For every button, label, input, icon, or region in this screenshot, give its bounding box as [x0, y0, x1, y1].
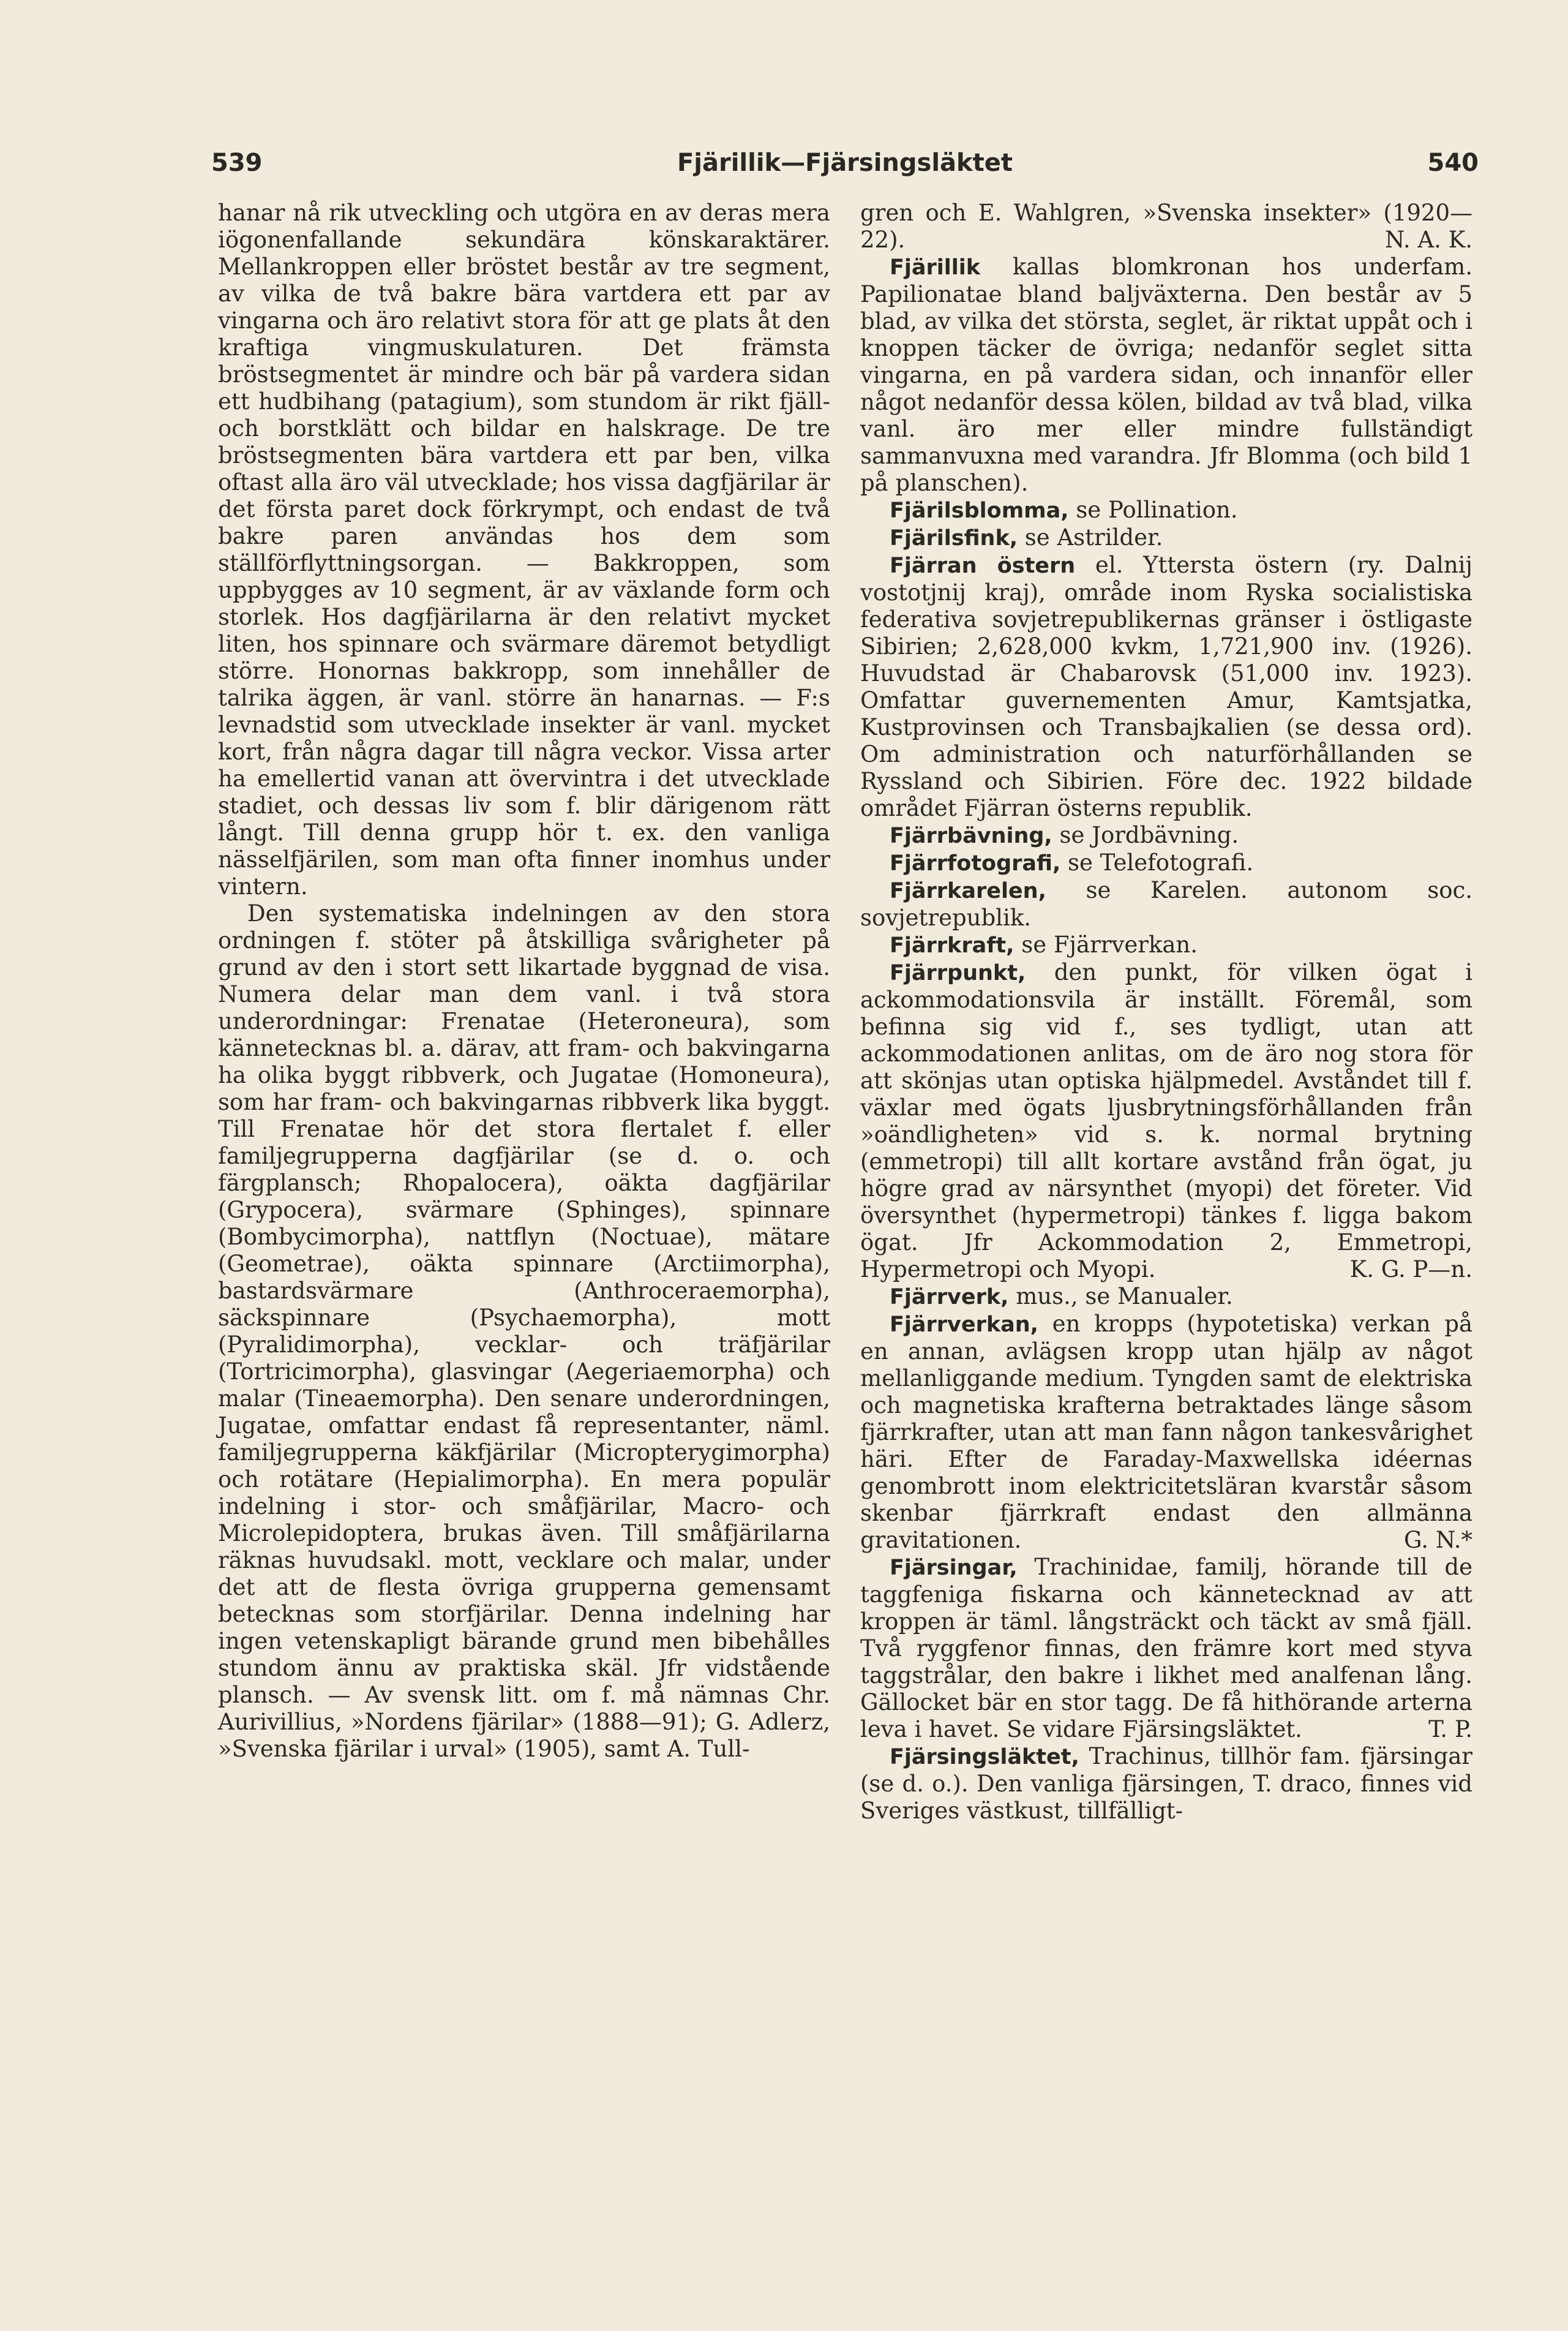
entry-fjarsingslaktet: [860, 1743, 1472, 1825]
entry-fjarrverkan: [860, 1311, 1472, 1554]
page-header: [211, 138, 1479, 181]
entry-headword: Fjärilsfink,: [890, 526, 1018, 551]
entry-fjarrpunkt: [860, 959, 1472, 1283]
entry-text: kallas blomkronan hos underfam. Papilionatae bland baljväxterna. Den består av 5 blad, av vilka det största, seglet, är riktat uppåt och i knoppen täcker de övriga; nedanför seglet sitta vingarna, en på vardera sidan, och innanför eller något nedanför dessa kölen, bildad av två blad, vilka vanl. äro mer eller mindre fullständigt sammanvuxna med varandra. Jfr Blomma (och bild 1 på planschen).: [860, 254, 1472, 496]
entry-headword: Fjärrkraft,: [890, 933, 1015, 958]
entry-text: se Fjärrverkan.: [1014, 932, 1198, 958]
entry-text: se Telefotografi.: [1060, 849, 1254, 876]
page-number-left: 539: [211, 149, 263, 177]
entry-fjarrfotografi: [860, 849, 1472, 877]
paragraph-systematics: Den systematiska indelningen av den stora ordningen f. stöter på åtskilliga svårigheter på grund av den i stort sett likartade byggnad de visa. Numera delar man dem vanl. i två stora underordningar: Frenatae (Heteroneura), som kännetecknas bl. a. därav, att fram- och bakvingarna ha olika byggt ribbverk, och Jugatae (Homoneura), som har fram- och bakvingarnas ribbverk lika byggt. Till Frenatae hör det stora flertalet f. eller familjegrupperna dagfjärilar (se d. o. och färgplansch; Rhopalocera), oäkta dagfjärilar (Grypocera), svärmare (Sphinges), spinnare (Bombycimorpha), nattflyn (Noctuae), mätare (Geometrae), oäkta spinnare (Arctiimorpha), bastardsvärmare (Anthroceraemorpha), säckspinnare (Psychaemorpha), mott (Pyralidimorpha), vecklar- och träfjärilar (Tortricimorpha), glasvingar (Aegeriaemorpha) och malar (Tineaemorpha). Den senare underordningen, Jugatae, omfattar endast få representanter, näml. familjegrupperna käkfjärilar (Micropterygimorpha) och rotätare (Hepialimorpha). En mera populär indelning i stor- och småfjärilar, Macro- och Microlepidoptera, brukas även. Till småfjärilarna räknas huvudsakl. mott, vecklare och malar, under det att de flesta övriga grupperna gemensamt betecknas som storfjärilar. Denna indelning har ingen vetenskapligt bärande grund men bibehålles stundom ännu av praktiska skäl. Jfr vidstående plansch. — Av svensk litt. om f. må nämnas Chr. Aurivillius, »Nordens fjärilar» (1888—91); G. Adlerz, »Svenska fjärilar i urval» (1905), samt A. Tull-: [218, 900, 830, 1762]
entry-text: se Pollination.: [1068, 497, 1238, 523]
page-number-right: 540: [1427, 149, 1479, 177]
author-signature: K. G. P—n.: [1349, 1256, 1472, 1282]
entry-text: se Astrilder.: [1018, 524, 1163, 551]
entry-headword: Fjärrfotografi,: [890, 851, 1061, 876]
author-signature: G. N.*: [1403, 1527, 1472, 1553]
entry-fjarilsblomma: [860, 497, 1472, 524]
entry-headword: Fjärillik: [890, 255, 981, 280]
entry-headword: Fjärran östern: [890, 554, 1076, 578]
entry-text: Trachinidae, familj, hörande till de taggfeniga fiskarna och kännetecknad av att kroppen är täml. långsträckt och täckt av små fjäll. Två ryggfenor finnas, den främre kort med styva taggstrålar, den bakre i likhet med analfenan lång. Gällocket bär en stor tagg. De få hithörande arterna leva i havet. Se vidare Fjärsingsläktet.: [860, 1554, 1472, 1742]
entry-text: den punkt, för vilken ögat i ackommodationsvila är inställt. Föremål, som befinna sig vid f., ses tydligt, utan att ackommodationen anlitas, om de äro nog stora för att skönjas utan optiska hjälpmedel. Avståndet till f. växlar med ögats ljusbrytningsförhållanden från »oändligheten» vid s. k. normal brytning (emmetropi) till allt kortare avstånd från ögat, ju högre grad av närsynthet (myopi) det företer. Vid översynthet (hypermetropi) tänkes f. ligga bakom ögat. Jfr Ackommodation 2, Emmetropi, Hypermetropi och Myopi.: [860, 959, 1472, 1282]
entry-headword: Fjärsingar,: [890, 1556, 1018, 1580]
entry-headword: Fjärsingsläktet,: [890, 1745, 1079, 1769]
entry-headword: Fjärilsblomma,: [890, 499, 1069, 523]
entry-headword: Fjärrverkan,: [890, 1312, 1038, 1337]
left-column: [218, 200, 830, 1763]
paragraph-continued: hanar nå rik utveckling och utgöra en av deras mera iögonenfallande sekundära könskaraktärer. Mellankroppen eller bröstet består av tre segment, av vilka de två bakre bära vartdera ett par av vingarna och äro relativt stora för att ge plats åt den kraftiga vingmuskulaturen. Det främsta bröstsegmentet är mindre och bär på vardera sidan ett hudbihang (patagium), som stundom är rikt fjäll- och borstklätt och bildar en halskrage. De tre bröstsegmenten bära vartdera ett par ben, vilka oftast alla äro väl utvecklade; hos vissa dagfjärilar är det första paret dock förkrympt, och endast de två bakre paren användas hos dem som ställförflyttningsorgan. — Bakkroppen, som uppbygges av 10 segment, är av växlande form och storlek. Hos dagfjärilarna är den relativt mycket liten, hos spinnare och svärmare däremot betydligt större. Honornas bakkropp, som innehåller de talrika äggen, är vanl. större än hanarnas. — F:s levnadstid som utvecklade insekter är vanl. mycket kort, från några dagar till några veckor. Vissa arter ha emellertid vanan att övervintra i det utvecklade stadiet, och dessas liv som f. blir därigenom rätt långt. Till denna grupp hör t. ex. den vanliga nässelfjärilen, som man ofta finner inomhus under vintern.: [218, 200, 830, 900]
entry-text: Trachinus, tillhör fam. fjärsingar (se d. o.). Den vanliga fjärsingen, T. draco, finnes vid Sveriges västkust, tillfälligt-: [860, 1743, 1472, 1824]
entry-text: el. Yttersta östern (ry. Dalnij vostotjnij kraj), område inom Ryska socialistiska federativa sovjetrepublikernas gränser i östligaste Sibirien; 2,628,000 kvkm, 1,721,900 inv. (1926). Huvudstad är Chabarovsk (51,000 inv. 1923). Omfattar guvernementen Amur, Kamtsjatka, Kustprovinsen och Transbajkalien (se dessa ord). Om administration och naturförhållanden se Ryssland och Sibirien. Före dec. 1922 bildade området Fjärran österns republik.: [860, 552, 1472, 821]
entry-fjarrverk: [860, 1283, 1472, 1311]
entry-fjarsingar: [860, 1554, 1472, 1743]
entry-text: mus., se Manualer.: [1008, 1283, 1233, 1309]
entry-fjarrkraft: [860, 932, 1472, 959]
entry-headword: Fjärrverk,: [890, 1285, 1009, 1309]
entry-text: gren och E. Wahlgren, »Svenska insekter» (1920—22).: [860, 200, 1472, 253]
entry-text: en kropps (hypotetiska) verkan på en annan, avlägsen kropp utan hjälp av något mellanliggande medium. Tyngden samt de elektriska och magnetiska krafterna betraktades länge såsom fjärrkrafter, utan att man fann någon tankesvårighet häri. Efter de Faraday-Maxwellska idéernas genombrott inom elektricitetsläran kvarstår såsom skenbar fjärrkraft endast den allmänna gravitationen.: [860, 1311, 1472, 1553]
entry-headword: Fjärrbävning,: [890, 824, 1052, 848]
entry-fjarilsfink: [860, 524, 1472, 552]
entry-fjarran-ostern: [860, 552, 1472, 822]
entry-fjarrkarelen: [860, 877, 1472, 932]
author-signature: T. P.: [1428, 1716, 1472, 1742]
entry-continued: [860, 200, 1472, 254]
author-signature: N. A. K.: [1384, 227, 1472, 253]
entry-fjarillik: [860, 254, 1472, 497]
entry-text: se Karelen. autonom soc. sovjetrepublik.: [860, 877, 1472, 931]
running-title: Fjärillik—Fjärsingsläktet: [677, 149, 1013, 177]
right-column: [860, 200, 1472, 1825]
entry-text: se Jordbävning.: [1052, 822, 1239, 848]
entry-headword: Fjärrkarelen,: [890, 879, 1046, 903]
entry-fjarrbavning: [860, 822, 1472, 849]
entry-headword: Fjärrpunkt,: [890, 961, 1026, 985]
